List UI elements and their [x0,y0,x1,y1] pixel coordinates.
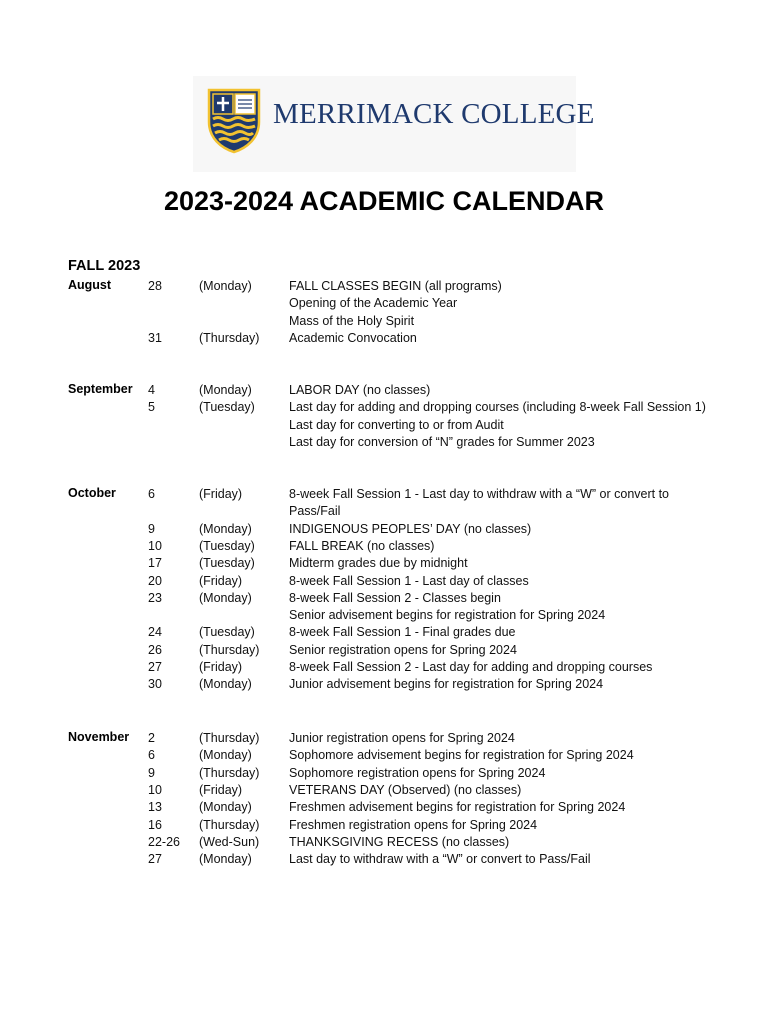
entry-weekday: (Wed-Sun) [199,834,260,849]
entry-description: 8-week Fall Session 1 - Last day to withdraw with a “W” or convert to [289,487,670,501]
entry-description: 8-week Fall Session 1 - Final grades due [289,625,516,640]
entry-date: 24 [148,625,162,640]
entry-weekday: (Friday) [199,660,243,674]
college-logo [193,76,595,172]
entry-date: 4 [148,383,155,397]
entry-date: 28 [148,279,162,293]
entry-weekday: (Tuesday) [199,400,255,415]
entry-date: 26 [148,642,162,657]
entry-date: 9 [148,521,155,536]
entry-date: 10 [148,782,162,797]
entry-description: 8-week Fall Session 1 - Last day of classes [289,573,529,588]
entry-date: 5 [148,400,155,415]
entry-date: 31 [148,330,162,345]
page-title: 2023-2024 ACADEMIC CALENDAR [163,186,605,216]
entry-description: Freshmen advisement begins for registration for Spring 2024 [289,800,626,815]
entry-date: 22-26 [148,834,180,849]
entry-description: Academic Convocation [289,330,417,345]
entry-date: 10 [148,538,162,553]
entry-description: FALL BREAK (no classes) [289,538,435,553]
entry-description: Pass/Fail [289,504,341,519]
entry-weekday: (Monday) [199,279,252,293]
entry-description: Mass of the Holy Spirit [289,313,415,328]
entry-description: Midterm grades due by midnight [289,556,468,571]
entry-date: 27 [148,660,162,674]
entry-date: 13 [148,800,162,815]
entry-date: 9 [148,765,155,780]
month-name: October [68,486,116,500]
entry-date: 30 [148,677,162,692]
entry-weekday: (Monday) [199,852,252,867]
entry-description: Last day for adding and dropping courses (including 8-week Fall Session 1) [289,400,706,415]
month-name: November [68,730,130,744]
entry-date: 6 [148,748,155,763]
entry-description: Freshmen registration opens for Spring 2024 [289,817,538,832]
entry-weekday: (Monday) [199,590,252,605]
shield-icon [207,88,261,154]
entry-weekday: (Tuesday) [199,538,255,553]
term-heading: FALL 2023 [68,258,141,274]
entry-description: Junior registration opens for Spring 2024 [289,731,515,745]
month-name: September [68,382,133,396]
entry-description: Last day for converting to or from Audit [289,417,504,432]
entry-weekday: (Friday) [199,573,243,588]
entry-date: 2 [148,731,155,745]
entry-weekday: (Thursday) [199,817,260,832]
entry-description: Opening of the Academic Year [289,296,458,311]
entry-date: 27 [148,852,162,867]
entry-description: Junior advisement begins for registration for Spring 2024 [289,677,604,692]
entry-weekday: (Tuesday) [199,625,255,640]
entry-weekday: (Monday) [199,748,252,763]
entry-weekday: (Thursday) [199,765,260,780]
entry-description: FALL CLASSES BEGIN (all programs) [289,279,502,293]
entry-date: 20 [148,573,162,588]
entry-description: 8-week Fall Session 2 - Last day for adding and dropping courses [289,660,653,674]
college-name: MERRIMACK COLLEGE [273,98,595,130]
entry-weekday: (Thursday) [199,330,260,345]
entry-description: THANKSGIVING RECESS (no classes) [289,834,510,849]
entry-weekday: (Tuesday) [199,556,255,571]
entry-description: 8-week Fall Session 2 - Classes begin [289,590,501,605]
entry-weekday: (Friday) [199,782,243,797]
entry-description: Senior registration opens for Spring 2024 [289,642,517,657]
month-name: August [68,278,112,292]
entry-date: 6 [148,487,155,501]
entry-weekday: (Monday) [199,800,252,815]
entry-description: Sophomore advisement begins for registration for Spring 2024 [289,748,634,763]
entry-description: VETERANS DAY (Observed) (no classes) [289,782,522,797]
entry-description: Senior advisement begins for registration for Spring 2024 [289,608,606,623]
entry-weekday: (Thursday) [199,731,260,745]
entry-weekday: (Friday) [199,487,243,501]
entry-weekday: (Monday) [199,677,252,692]
entry-description: Sophomore registration opens for Spring 2024 [289,765,546,780]
entry-description: Last day for conversion of “N” grades for Summer 2023 [289,434,595,449]
entry-date: 16 [148,817,162,832]
entry-weekday: (Monday) [199,521,252,536]
entry-date: 23 [148,590,162,605]
entry-weekday: (Thursday) [199,642,260,657]
entry-weekday: (Monday) [199,383,252,397]
entry-description: INDIGENOUS PEOPLES’ DAY (no classes) [289,521,532,536]
entry-date: 17 [148,556,162,571]
entry-description: Last day to withdraw with a “W” or convert to Pass/Fail [289,852,591,867]
entry-description: LABOR DAY (no classes) [289,383,431,397]
